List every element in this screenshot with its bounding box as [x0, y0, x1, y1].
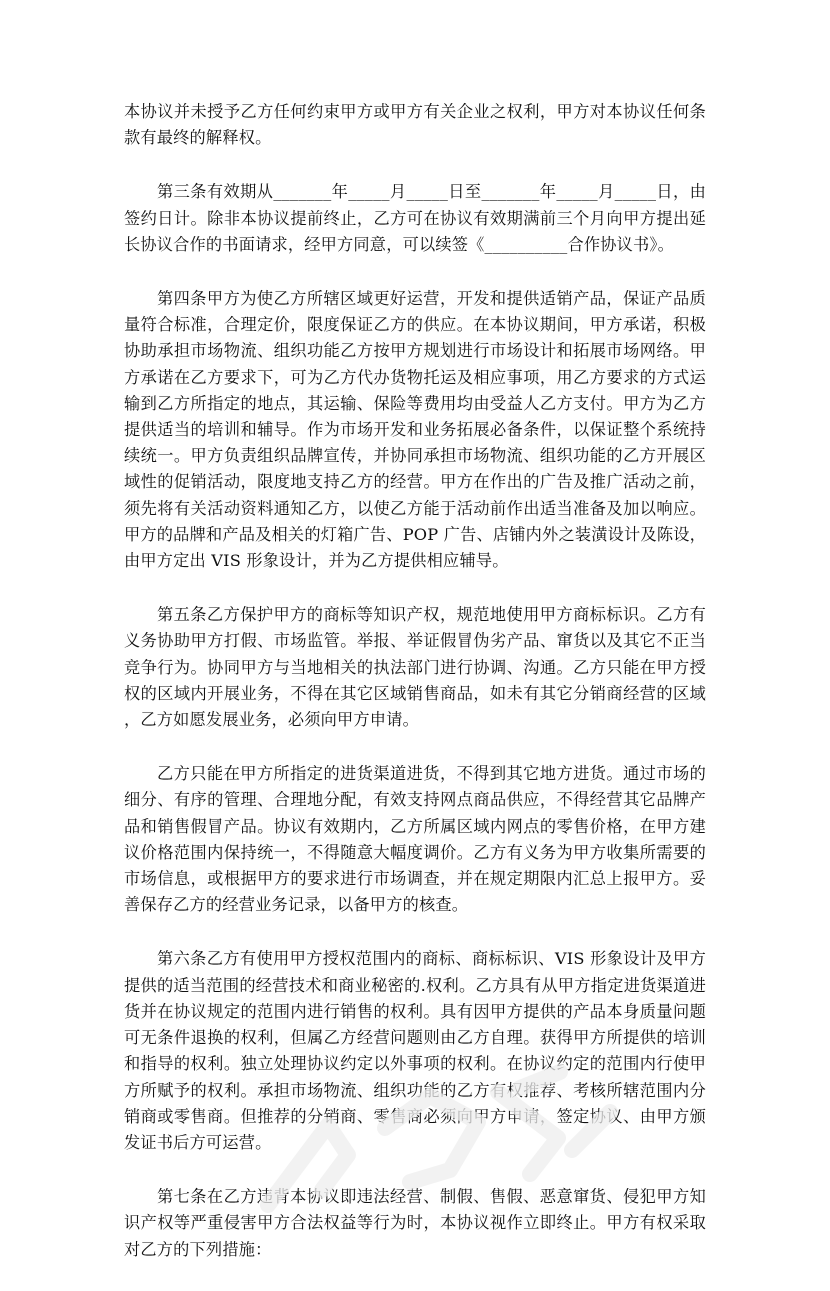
paragraph-article-6-party-b-rights: 第六条乙方有使用甲方授权范围内的商标、商标标识、VIS 形象设计及甲方提供的适当范围的经营技术和商业秘密的.权利。乙方具有从甲方指定进货渠道进货并在协议规定的范围内进行销售的权利。具有因甲方提供的产品本身质量问题可无条件退换的权利，但属乙方经营问题则由乙方自理。获得甲方所提供的培训和指导的权利。独立处理协议约定以外事项的权利。在协议约定的范围内行使甲方所赋予的权利。承担市场物流、组织功能的乙方有权推荐、考核所辖范围内分销商或零售商。但推荐的分销商、零售商必须向甲方申请，签定协议、由甲方颁发证书后方可运营。: [124, 949, 706, 1152]
paragraph-article-5-party-b-duties: 第五条乙方保护甲方的商标等知识产权，规范地使用甲方商标标识。乙方有义务协助甲方打假、市场监管。举报、举证假冒伪劣产品、窜货以及其它不正当竞争行为。协同甲方与当地相关的执法部门进行协调、沟通。乙方只能在甲方授权的区域内开展业务，不得在其它区域销售商品，如未有其它分销商经营的区域，乙方如愿发展业务，必须向甲方申请。: [124, 605, 706, 730]
paragraph-interpretation-right: 本协议并未授予乙方任何约束甲方或甲方有关企业之权利，甲方对本协议任何条款有最终的解释权。: [124, 102, 706, 148]
paragraph-article-4-party-a-duties: 第四条甲方为使乙方所辖区域更好运营，开发和提供适销产品，保证产品质量符合标准，合理定价，限度保证乙方的供应。在本协议期间，甲方承诺，积极协助承担市场物流、组织功能乙方按甲方规划进行市场设计和拓展市场网络。甲方承诺在乙方要求下，可为乙方代办货物托运及相应事项，用乙方要求的方式运输到乙方所指定的地点，其运输、保险等费用均由受益人乙方支付。甲方为乙方提供适当的培训和辅导。作为市场开发和业务拓展必备条件，以保证整个系统持续统一。甲方负责组织品牌宣传，并协同承担市场物流、组织功能的乙方开展区域性的促销活动，限度地支持乙方的经营。甲方在作出的广告及推广活动之前，须先将有关活动资料通知乙方，以使乙方能于活动前作出适当准备及加以响应。甲方的品牌和产品及相关的灯箱广告、POP 广告、店铺内外之装潢设计及陈设，由甲方定出 VIS 形象设计，并为乙方提供相应辅导。: [124, 289, 706, 571]
paragraph-article-7-termination: 第七条在乙方违背本协议即违法经营、制假、售假、恶意窜货、侵犯甲方知识产权等严重侵害甲方合法权益等行为时，本协议视作立即终止。甲方有权采取对乙方的下列措施：: [124, 1187, 706, 1259]
paragraph-article-3-validity: 第三条有效期从_______年_____月_____日至_______年_____月_____日，由签约日计。除非本协议提前终止，乙方可在协议有效期满前三个月向甲方提出延长协议合作的书面请求，经甲方同意，可以续签《__________合作协议书》。: [124, 182, 706, 254]
document-body: [124, 99, 706, 1291]
paragraph-purchase-channel: 乙方只能在甲方所指定的进货渠道进货，不得到其它地方进货。通过市场的细分、有序的管理、合理地分配，有效支持网点商品供应，不得经营其它品牌产品和销售假冒产品。协议有效期内，乙方所属区域内网点的零售价格，在甲方建议价格范围内保持统一，不得随意大幅度调价。乙方有义务为甲方收集所需要的市场信息，或根据甲方的要求进行市场调查，并在规定期限内汇总上报甲方。妥善保存乙方的经营业务记录，以备甲方的核查。: [124, 764, 706, 915]
